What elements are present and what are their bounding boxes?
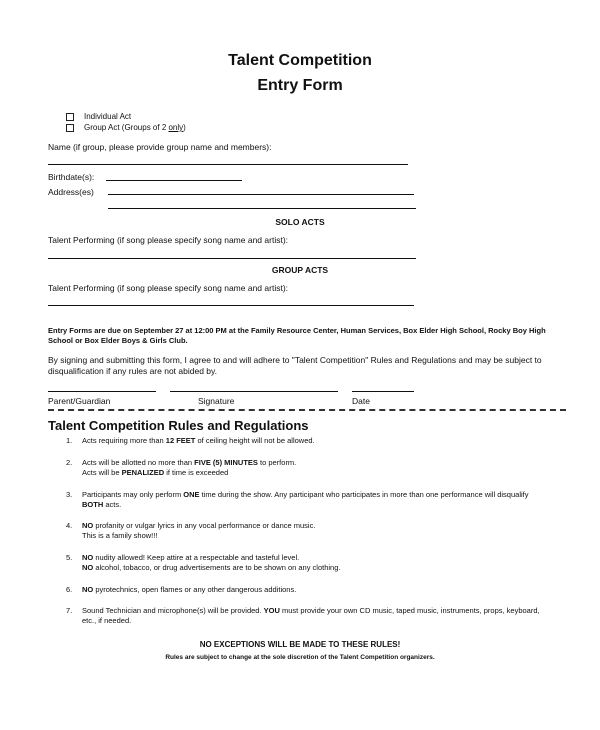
solo-acts-heading: SOLO ACTS: [275, 217, 325, 227]
no-exceptions-notice: NO EXCEPTIONS WILL BE MADE TO THESE RULES!: [199, 640, 401, 649]
entry-form-page: Talent Competition Entry Form Individual Act Group Act (Groups of 2 only) Name (if group, please provide group name and members): Birthdate(s): Address(es) SOLO ACTS Talent Performing (if song please specify song name and artist): GROUP ACTS Talent Performing (if song please specify song name and artist): Entry Forms are due on September 27 at 12:00 PM at the Family Resource Center, Human Services, Box Elder High School, Rocky Boy High School or Box Elder Boys & Girls Club. By signing and submitting this form, I agree to and will adhere to "Talent Competition" Rules and Regulations and may be subject to disqualification if any rules are not abided by. Parent/Guardian Signature Date Talent Competition Rules and Regulations 1. Acts requiring more than 12 FEET of ceiling height will not be allowed. 2. Acts will be allotted no more than FIVE (5) MINUTES to perform. Acts will be PENALIZED if time is exceeded 3. Participants may only perform ONE time during the show. Any participant who participates in more than one performance will disqualify BOTH acts. 4. NO profanity or vulgar lyrics in any vocal performance or dance music. This is a family show!!! 5. NO nudity allowed! Keep attire at a respectable and tasteful level. NO alcohol, tobacco, or drug advertisements are to be shown on any clothing. 6. NO pyrotechnics, open flames or any other dangerous additions. 7. Sound Technician and microphone(s) will be provided. YOU must provide your own CD music, taped music, instruments, props, keyboard, etc., if needed. NO EXCEPTIONS WILL BE MADE TO THESE RULES! Rules are subject to change at the sole discretion of the Talent Competition organizers.: [0, 0, 600, 730]
birthdate-field-line[interactable]: [106, 180, 242, 181]
individual-act-option[interactable]: [66, 112, 131, 121]
address-field-line-1[interactable]: [108, 194, 414, 195]
signature-label: Signature: [198, 396, 235, 406]
solo-talent-line[interactable]: [48, 258, 416, 259]
name-field-line[interactable]: [48, 164, 408, 165]
solo-talent-label: Talent Performing (if song please specify song name and artist):: [48, 235, 289, 245]
due-date-notice-line1: Entry Forms are due on September 27 at 12:00 PM at the Family Resource Center, Human Services, Box Elder High School, Rocky Boy High: [48, 326, 546, 335]
rules-title: Talent Competition Rules and Regulations: [48, 418, 309, 433]
group-act-option[interactable]: [66, 123, 186, 132]
birthdate-field-label: Birthdate(s):: [48, 172, 95, 182]
group-talent-line[interactable]: [48, 305, 414, 306]
group-act-label: Group Act (Groups of 2 only): [84, 123, 186, 132]
date-line[interactable]: [352, 391, 414, 392]
rules-discretion-notice: Rules are subject to change at the sole discretion of the Talent Competition organizers.: [165, 654, 435, 661]
signature-line[interactable]: [170, 391, 338, 392]
parent-signature-line[interactable]: [48, 391, 156, 392]
individual-act-label: Individual Act: [84, 112, 132, 121]
group-talent-label: Talent Performing (if song please specify song name and artist):: [48, 283, 289, 293]
due-date-notice-line2: School or Box Elder Boys & Girls Club.: [48, 336, 188, 345]
agreement-line1: By signing and submitting this form, I agree to and will adhere to "Talent Competition" Rules and Regulations and may be subject to: [48, 355, 542, 365]
address-field-label: Address(es): [48, 187, 94, 197]
checkbox-icon[interactable]: [66, 113, 74, 121]
checkbox-icon[interactable]: [66, 124, 74, 132]
cut-line-divider: [48, 409, 566, 411]
name-field-label: Name (if group, please provide group name and members):: [48, 142, 272, 152]
date-label: Date: [352, 396, 370, 406]
form-subtitle: Entry Form: [257, 77, 343, 94]
parent-guardian-label: Parent/Guardian: [48, 396, 111, 406]
group-acts-heading: GROUP ACTS: [271, 265, 329, 275]
form-title: Talent Competition: [228, 52, 372, 69]
agreement-line2: disqualification if any rules are not abided by.: [48, 366, 217, 376]
address-field-line-2[interactable]: [108, 208, 416, 209]
